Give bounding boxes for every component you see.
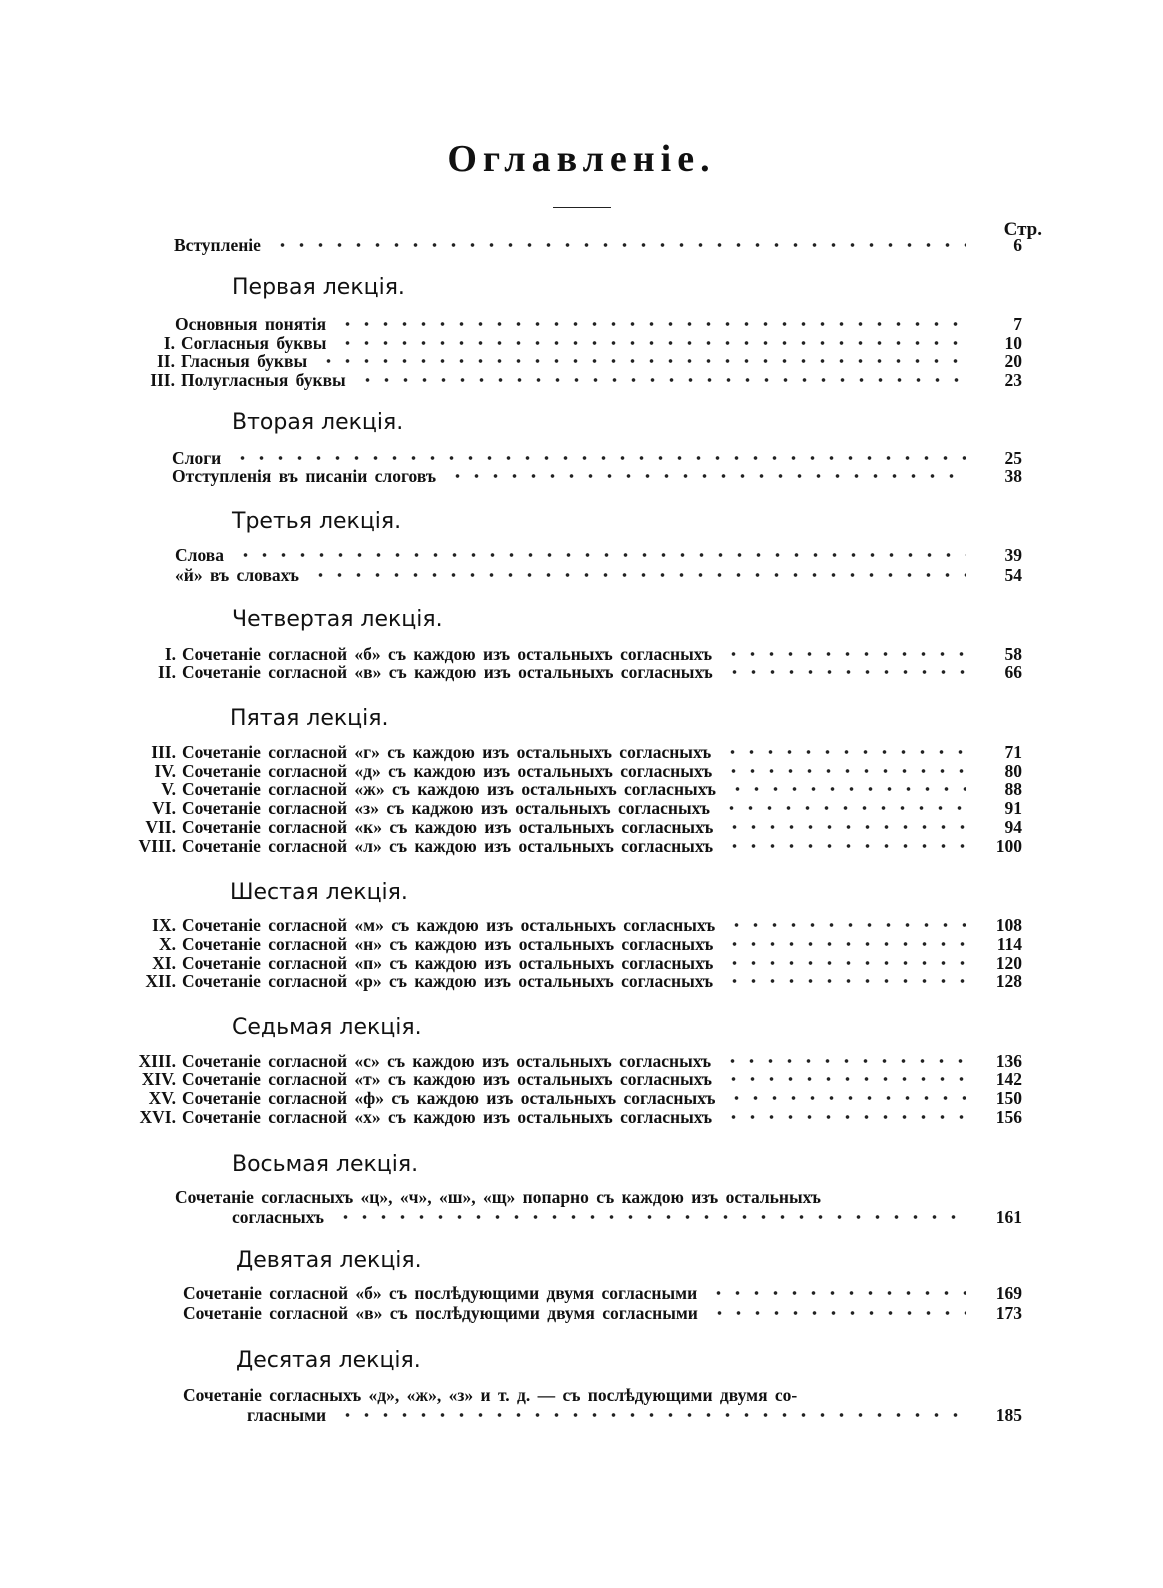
toc-entry	[182, 916, 1022, 934]
leader-dots	[727, 922, 966, 928]
entry-title: Сочетанiе согласной «к» съ каждою изъ остальныхъ согласныхъ	[182, 817, 714, 837]
page-column-header: Стр.	[1003, 219, 1042, 240]
page-title: Оглавленiе.	[447, 138, 716, 180]
entry-title: Согласныя буквы	[181, 333, 327, 353]
entry-page: 150	[995, 1088, 1022, 1108]
leader-dots	[709, 1290, 966, 1296]
toc-entry	[182, 645, 1022, 663]
entry-page: 20	[1004, 351, 1022, 371]
leader-dots	[725, 843, 966, 849]
entry-number: XVI.	[139, 1107, 176, 1127]
entry-title: «й» въ словахъ	[175, 565, 299, 585]
entry-title: Сочетанiе согласныхъ «ц», «ч», «ш», «щ» попарно съ каждою изъ остальныхъ	[175, 1187, 821, 1207]
entry-page: 94	[1004, 817, 1022, 837]
toc-entry	[175, 1188, 1022, 1206]
entry-title: Сочетанiе согласной «с» съ каждою изъ остальныхъ согласныхъ	[182, 1051, 712, 1071]
lecture-heading: Седьмая лекцiя.	[232, 1015, 422, 1040]
leader-dots	[727, 1095, 966, 1101]
entry-number: XIV.	[141, 1069, 176, 1089]
toc-entry	[182, 837, 1022, 855]
leader-dots	[336, 1214, 966, 1220]
entry-number: VII.	[145, 817, 176, 837]
entry-title: Сочетанiе согласной «в» съ послѣдующими двумя согласными	[183, 1303, 698, 1323]
entry-page: 6	[1013, 235, 1022, 255]
entry-page: 88	[1004, 779, 1022, 799]
entry-page: 136	[995, 1051, 1022, 1071]
leader-dots	[725, 978, 966, 984]
leader-dots	[233, 455, 966, 461]
toc-entry	[183, 1284, 1022, 1302]
entry-number: II.	[157, 351, 175, 371]
entry-title: Отступленiя въ писанiи слоговъ	[172, 466, 437, 486]
entry-number: X.	[158, 934, 176, 954]
entry-title: Сочетанiе согласной «д» съ каждою изъ остальныхъ согласныхъ	[182, 761, 713, 781]
leader-dots	[728, 786, 966, 792]
entry-number: II.	[158, 662, 176, 682]
entry-title: Сочетанiе согласной «н» съ каждою изъ остальныхъ согласныхъ	[182, 934, 714, 954]
toc-entry	[175, 546, 1022, 564]
entry-number: I.	[163, 333, 175, 353]
leader-dots	[358, 377, 966, 383]
entry-page: 54	[1004, 565, 1022, 585]
entry-number: VIII.	[138, 836, 176, 856]
entry-number: VI.	[152, 798, 176, 818]
entry-page: 71	[1004, 742, 1022, 762]
toc-entry	[182, 1052, 1022, 1070]
entry-title: Сочетанiе согласной «л» съ каждою изъ остальныхъ согласныхъ	[182, 836, 714, 856]
toc-entry	[183, 1304, 1022, 1322]
leader-dots	[725, 669, 966, 675]
lecture-heading: Восьмая лекцiя.	[232, 1152, 419, 1177]
toc-entry-continuation	[232, 1208, 1022, 1226]
entry-title: Слова	[175, 545, 224, 565]
entry-page: 120	[995, 953, 1022, 973]
entry-page: 156	[995, 1107, 1022, 1127]
entry-title: Сочетанiе согласной «г» съ каждою изъ остальныхъ согласныхъ	[182, 742, 712, 762]
entry-number: XI.	[152, 953, 176, 973]
entry-page: 10	[1004, 333, 1022, 353]
entry-title: Полугласныя буквы	[181, 370, 346, 390]
toc-entry-intro	[174, 236, 1022, 254]
entry-title: Основныя понятiя	[175, 314, 327, 334]
toc-entry	[182, 743, 1022, 761]
entry-title: Вступленiе	[174, 235, 261, 255]
entry-page: 114	[996, 934, 1022, 954]
leader-dots	[710, 1310, 966, 1316]
toc-entry	[182, 780, 1022, 798]
entry-page: 7	[1013, 314, 1022, 334]
toc-entry	[181, 334, 1022, 352]
entry-title: Сочетанiе согласной «ж» съ каждою изъ остальныхъ согласныхъ	[182, 779, 716, 799]
entry-number: XII.	[145, 971, 176, 991]
entry-page: 128	[995, 971, 1022, 991]
entry-page: 91	[1004, 798, 1022, 818]
leader-dots	[338, 340, 966, 346]
toc-entry	[175, 566, 1022, 584]
toc-entry	[182, 954, 1022, 972]
toc-entry	[182, 663, 1022, 681]
leader-dots	[319, 358, 966, 364]
entry-title: Сочетанiе согласной «т» съ каждою изъ остальныхъ согласныхъ	[182, 1069, 712, 1089]
entry-title: Гласныя буквы	[181, 351, 308, 371]
leader-dots	[338, 1412, 966, 1418]
entry-number: III.	[151, 742, 176, 762]
entry-page: 108	[995, 915, 1022, 935]
lecture-heading: Девятая лекцiя.	[236, 1248, 422, 1273]
lecture-heading: Четвертая лекцiя.	[232, 607, 443, 632]
leader-dots	[311, 572, 966, 578]
leader-dots	[273, 242, 966, 248]
entry-page: 23	[1004, 370, 1022, 390]
entry-number: IV.	[154, 761, 176, 781]
lecture-heading: Десятая лекцiя.	[236, 1348, 421, 1373]
entry-number: I.	[164, 644, 176, 664]
entry-number: XIII.	[138, 1051, 176, 1071]
entry-title: Слоги	[172, 448, 222, 468]
entry-page: 66	[1004, 662, 1022, 682]
entry-title: Сочетанiе согласной «п» съ каждою изъ остальныхъ согласныхъ	[182, 953, 714, 973]
entry-page: 142	[995, 1069, 1022, 1089]
entry-title-continuation: гласными	[247, 1405, 327, 1425]
entry-page: 58	[1004, 644, 1022, 664]
toc-entry	[181, 352, 1022, 370]
leader-dots	[724, 1114, 966, 1120]
entry-number: III.	[150, 370, 175, 390]
leader-dots	[236, 552, 966, 558]
entry-title: Сочетанiе согласной «р» съ каждою изъ остальныхъ согласныхъ	[182, 971, 714, 991]
entry-page: 185	[995, 1405, 1022, 1425]
lecture-heading: Первая лекцiя.	[232, 275, 405, 300]
lecture-heading: Третья лекцiя.	[232, 509, 402, 534]
entry-title: Сочетанiе согласной «б» съ послѣдующими двумя согласными	[183, 1283, 698, 1303]
entry-title: Сочетанiе согласной «ф» съ каждою изъ остальныхъ согласныхъ	[182, 1088, 716, 1108]
toc-entry	[182, 762, 1022, 780]
toc-entry	[182, 1108, 1022, 1126]
toc-entry	[172, 449, 1022, 467]
title-divider	[553, 207, 611, 208]
toc-entry	[182, 935, 1022, 953]
toc-entry	[172, 467, 1022, 485]
lecture-heading: Вторая лекцiя.	[232, 410, 404, 435]
lecture-heading: Шестая лекцiя.	[230, 880, 408, 905]
leader-dots	[725, 824, 966, 830]
entry-page: 173	[995, 1303, 1022, 1323]
toc-entry	[182, 1089, 1022, 1107]
toc-entry	[181, 371, 1022, 389]
entry-title: Сочетанiе согласныхъ «д», «ж», «з» и т. д. — съ послѣдующими двумя со-	[183, 1385, 798, 1405]
toc-entry	[182, 818, 1022, 836]
leader-dots	[725, 941, 966, 947]
entry-title: Сочетанiе согласной «в» съ каждою изъ остальныхъ согласныхъ	[182, 662, 713, 682]
entry-title: Сочетанiе согласной «х» съ каждою изъ остальныхъ согласныхъ	[182, 1107, 713, 1127]
lecture-heading: Пятая лекцiя.	[230, 706, 389, 731]
toc-entry	[182, 972, 1022, 990]
entry-number: IX.	[152, 915, 176, 935]
entry-page: 161	[995, 1207, 1022, 1227]
leader-dots	[724, 768, 966, 774]
leader-dots	[724, 1076, 966, 1082]
toc-entry-continuation	[247, 1406, 1022, 1424]
entry-number: V.	[161, 779, 176, 799]
leader-dots	[723, 749, 966, 755]
leader-dots	[723, 1058, 966, 1064]
entry-page: 39	[1004, 545, 1022, 565]
entry-page: 38	[1004, 466, 1022, 486]
entry-number: XV.	[148, 1088, 176, 1108]
entry-page: 169	[995, 1283, 1022, 1303]
entry-title-continuation: согласныхъ	[232, 1207, 324, 1227]
toc-entry	[183, 1386, 1022, 1404]
leader-dots	[448, 473, 966, 479]
toc-entry	[182, 1070, 1022, 1088]
leader-dots	[338, 321, 966, 327]
leader-dots	[724, 651, 966, 657]
entry-title: Сочетанiе согласной «м» съ каждою изъ остальныхъ согласныхъ	[182, 915, 716, 935]
toc-entry	[175, 315, 1022, 333]
entry-page: 100	[995, 836, 1022, 856]
entry-page: 80	[1004, 761, 1022, 781]
toc-entry	[182, 799, 1022, 817]
entry-page: 25	[1004, 448, 1022, 468]
entry-title: Сочетанiе согласной «б» съ каждою изъ остальныхъ согласныхъ	[182, 644, 713, 664]
leader-dots	[722, 805, 966, 811]
entry-title: Сочетанiе согласной «з» съ каджою изъ остальныхъ согласныхъ	[182, 798, 710, 818]
leader-dots	[725, 960, 966, 966]
